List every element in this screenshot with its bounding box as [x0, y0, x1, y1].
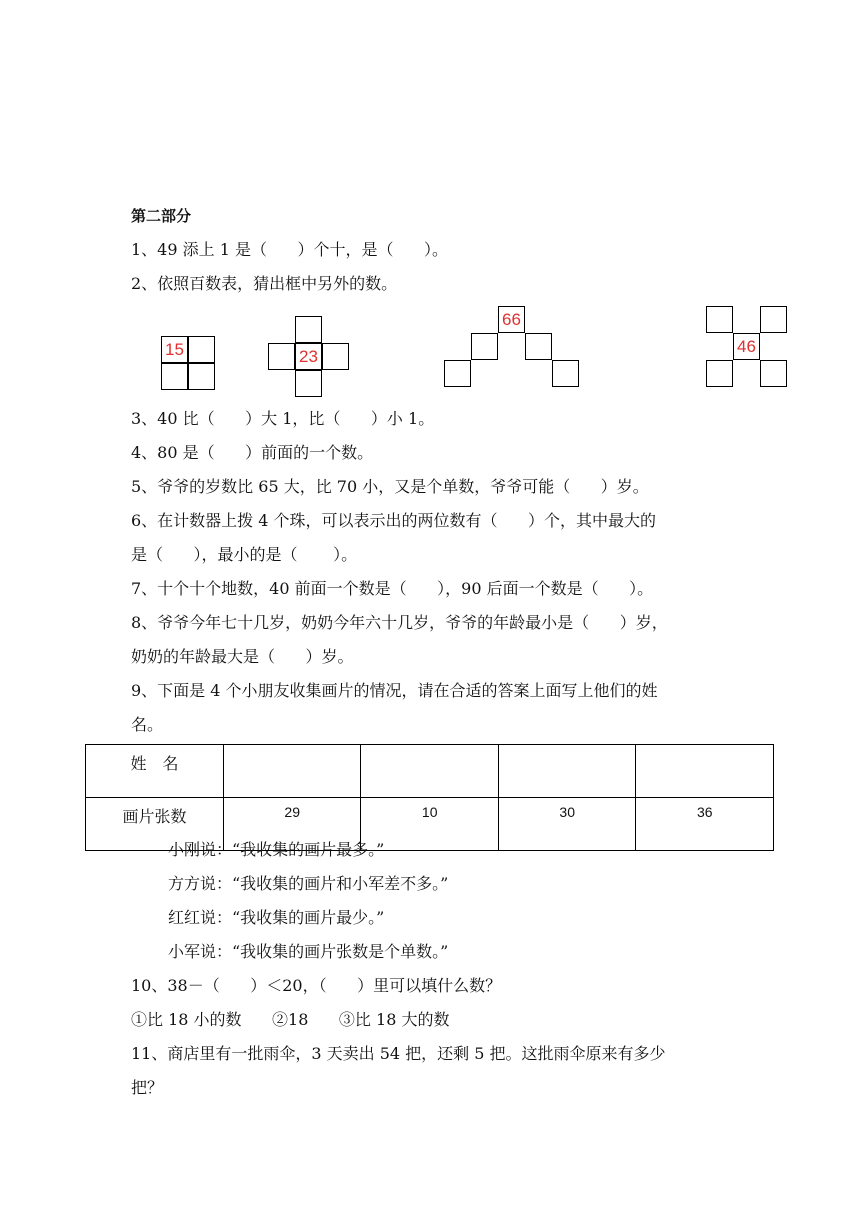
question-10: 10、38－（ ）＜20，（ ）里可以填什么数？: [131, 976, 502, 995]
grid-cell: [706, 360, 733, 387]
question-8-line-2: 奶奶的年龄最大是（ ）岁。: [131, 647, 354, 666]
question-5: 5、爷爷的岁数比 65 大，比 70 小，又是个单数，爷爷可能（ ）岁。: [131, 477, 649, 496]
grid-cell: [188, 363, 215, 390]
question-11-line-1: 11、商店里有一批雨伞，3 天卖出 54 把，还剩 5 把。这批雨伞原来有多少: [131, 1044, 666, 1063]
grid-cell: [706, 306, 733, 333]
count-cell: 29: [223, 798, 361, 851]
count-row-label: 画片张数: [86, 798, 224, 851]
grid-cell: [760, 360, 787, 387]
grid-cell: [525, 333, 552, 360]
grid-cell: [552, 360, 579, 387]
grid-cell: [295, 316, 322, 343]
question-9-line-1: 9、下面是 4 个小朋友收集画片的情况，请在合适的答案上面写上他们的姓: [131, 681, 658, 700]
question-1: 1、49 添上 1 是（ ）个十，是（ ）。: [131, 240, 449, 259]
question-3: 3、40 比（ ）大 1，比（ ）小 1。: [131, 409, 435, 428]
name-answer-cell[interactable]: [361, 745, 499, 798]
grid-cell: [322, 343, 349, 370]
grid-cell: [188, 336, 215, 363]
quote-xiaogang: 小刚说：“我收集的画片最多。”: [168, 840, 385, 859]
grid-cell: [295, 370, 322, 397]
picture-count-table: [85, 744, 774, 851]
question-7: 7、十个十个地数，40 前面一个数是（ ），90 后面一个数是（ ）。: [131, 579, 654, 598]
question-9-line-2: 名。: [131, 715, 164, 734]
section-title: 第二部分: [131, 207, 192, 225]
name-answer-cell[interactable]: [636, 745, 774, 798]
question-2: 2、依照百数表，猜出框中另外的数。: [131, 274, 398, 293]
name-row-label: 姓 名: [86, 745, 224, 798]
grid-cell: [444, 360, 471, 387]
name-answer-cell[interactable]: [498, 745, 636, 798]
quote-xiaojun: 小军说：“我收集的画片张数是个单数。”: [168, 942, 449, 961]
grid-cell-number: 23: [295, 343, 322, 370]
grid-cell-number: 46: [733, 333, 760, 360]
grid-cell: [161, 363, 188, 390]
name-answer-cell[interactable]: [223, 745, 361, 798]
grid-cell-number: 15: [161, 336, 188, 363]
grid-cell: [471, 333, 498, 360]
grid-cell: [268, 343, 295, 370]
question-10-options: ①比 18 小的数 ②18 ③比 18 大的数: [131, 1010, 450, 1029]
question-6-line-2: 是（ ），最小的是（ ）。: [131, 545, 358, 564]
question-4: 4、80 是（ ）前面的一个数。: [131, 443, 374, 462]
question-11-line-2: 把？: [131, 1078, 164, 1097]
quote-fangfang: 方方说：“我收集的画片和小军差不多。”: [168, 874, 449, 893]
grid-cell: [760, 306, 787, 333]
quote-honghong: 红红说：“我收集的画片最少。”: [168, 908, 385, 927]
count-cell: 30: [498, 798, 636, 851]
grid-cell-number: 66: [498, 306, 525, 333]
count-cell: 10: [361, 798, 499, 851]
count-cell: 36: [636, 798, 774, 851]
question-6-line-1: 6、在计数器上拨 4 个珠，可以表示出的两位数有（ ）个，其中最大的: [131, 511, 657, 530]
question-8-line-1: 8、爷爷今年七十几岁，奶奶今年六十几岁，爷爷的年龄最小是（ ）岁，: [131, 613, 668, 632]
table-row: [86, 745, 774, 798]
